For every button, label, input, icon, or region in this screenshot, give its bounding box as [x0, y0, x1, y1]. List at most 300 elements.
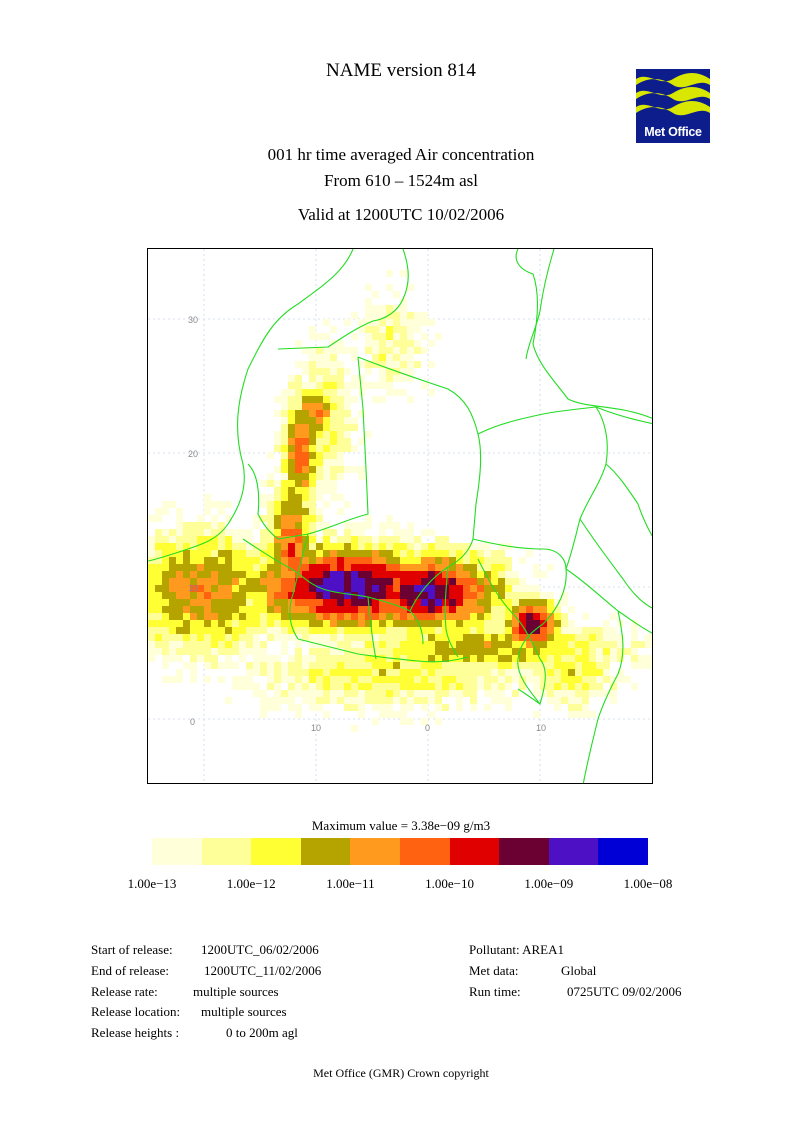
concentration-cell [211, 543, 218, 550]
concentration-cell [323, 655, 330, 662]
concentration-cell [197, 522, 204, 529]
concentration-cell [253, 683, 260, 690]
concentration-cell [246, 669, 253, 676]
concentration-cell [204, 676, 211, 683]
concentration-cell [225, 648, 232, 655]
concentration-cell [337, 536, 344, 543]
concentration-cell [302, 564, 309, 571]
concentration-cell [309, 564, 316, 571]
concentration-cell [484, 564, 491, 571]
concentration-cell [400, 620, 407, 627]
concentration-cell [582, 613, 589, 620]
concentration-cell [155, 606, 162, 613]
concentration-cell [484, 620, 491, 627]
concentration-cell [498, 676, 505, 683]
concentration-cell [470, 648, 477, 655]
concentration-cell [246, 634, 253, 641]
concentration-cell [176, 655, 183, 662]
concentration-cell [484, 606, 491, 613]
concentration-cell [491, 697, 498, 704]
concentration-cell [274, 606, 281, 613]
concentration-cell [267, 452, 274, 459]
concentration-cell [526, 599, 533, 606]
concentration-cell [148, 627, 155, 634]
concentration-cell [386, 634, 393, 641]
concentration-cell [533, 564, 540, 571]
concentration-cell [400, 641, 407, 648]
concentration-cell [407, 529, 414, 536]
concentration-cell [260, 599, 267, 606]
concentration-cell [498, 543, 505, 550]
concentration-cell [351, 347, 358, 354]
concentration-cell [246, 648, 253, 655]
concentration-cell [267, 634, 274, 641]
concentration-cell [288, 459, 295, 466]
concentration-cell [351, 725, 358, 732]
concentration-cell [554, 704, 561, 711]
concentration-cell [302, 676, 309, 683]
concentration-cell [337, 347, 344, 354]
concentration-cell [470, 571, 477, 578]
concentration-cell [274, 529, 281, 536]
concentration-cell [505, 585, 512, 592]
concentration-cell [204, 557, 211, 564]
concentration-cell [267, 536, 274, 543]
concentration-cell [323, 550, 330, 557]
concentration-cell [197, 627, 204, 634]
concentration-cell [169, 676, 176, 683]
colorbar-swatch [549, 838, 599, 865]
concentration-cell [428, 606, 435, 613]
colorbar-label: 1.00e−11 [326, 876, 375, 891]
concentration-cell [589, 627, 596, 634]
concentration-cell [316, 550, 323, 557]
concentration-cell [379, 340, 386, 347]
concentration-cell [540, 571, 547, 578]
concentration-cell [169, 599, 176, 606]
concentration-cell [561, 634, 568, 641]
concentration-cell [561, 662, 568, 669]
concentration-cell [561, 683, 568, 690]
concentration-cell [330, 543, 337, 550]
concentration-cell [582, 711, 589, 718]
concentration-cell [295, 424, 302, 431]
concentration-cell [547, 564, 554, 571]
concentration-cell [386, 319, 393, 326]
concentration-cell [281, 459, 288, 466]
concentration-cell [288, 403, 295, 410]
concentration-cell [407, 361, 414, 368]
concentration-cell [407, 522, 414, 529]
concentration-cell [561, 676, 568, 683]
concentration-cell [246, 620, 253, 627]
concentration-cell [414, 571, 421, 578]
concentration-cell [330, 599, 337, 606]
concentration-cell [379, 347, 386, 354]
concentration-cell [428, 627, 435, 634]
concentration-cell [309, 536, 316, 543]
concentration-cell [393, 662, 400, 669]
concentration-cell [456, 662, 463, 669]
concentration-cell [274, 683, 281, 690]
concentration-cell [197, 564, 204, 571]
concentration-cell [225, 613, 232, 620]
concentration-cell [288, 473, 295, 480]
concentration-cell [435, 718, 442, 725]
concentration-cell [302, 445, 309, 452]
concentration-cell [288, 683, 295, 690]
concentration-cell [218, 592, 225, 599]
concentration-cell [309, 592, 316, 599]
concentration-cell [463, 669, 470, 676]
concentration-cell [162, 529, 169, 536]
concentration-cell [554, 662, 561, 669]
concentration-cell [491, 655, 498, 662]
concentration-cell [323, 480, 330, 487]
concentration-cell [162, 508, 169, 515]
concentration-cell [407, 627, 414, 634]
concentration-cell [281, 389, 288, 396]
concentration-cell [253, 662, 260, 669]
concentration-cell [344, 501, 351, 508]
concentration-cell [295, 550, 302, 557]
concentration-cell [323, 669, 330, 676]
concentration-cell [309, 613, 316, 620]
concentration-cell [316, 697, 323, 704]
concentration-cell [379, 711, 386, 718]
concentration-cell [239, 578, 246, 585]
concentration-cell [260, 585, 267, 592]
concentration-cell [407, 697, 414, 704]
concentration-cell [519, 655, 526, 662]
concentration-cell [414, 627, 421, 634]
concentration-cell [309, 480, 316, 487]
concentration-cell [218, 578, 225, 585]
concentration-cell [323, 452, 330, 459]
concentration-cell [316, 676, 323, 683]
concentration-cell [218, 501, 225, 508]
concentration-cell [288, 480, 295, 487]
concentration-cell [498, 655, 505, 662]
concentration-cell [358, 669, 365, 676]
concentration-cell [190, 620, 197, 627]
concentration-cell [540, 641, 547, 648]
concentration-cell [407, 557, 414, 564]
concentration-cell [421, 571, 428, 578]
concentration-cell [596, 648, 603, 655]
concentration-cell [309, 571, 316, 578]
concentration-cell [316, 480, 323, 487]
concentration-cell [211, 627, 218, 634]
concentration-cell [169, 606, 176, 613]
concentration-cell [295, 620, 302, 627]
concentration-cell [533, 571, 540, 578]
concentration-cell [358, 410, 365, 417]
concentration-cell [281, 599, 288, 606]
concentration-cell [498, 683, 505, 690]
concentration-cell [323, 375, 330, 382]
concentration-cell [365, 613, 372, 620]
concentration-cell [239, 543, 246, 550]
concentration-cell [645, 655, 652, 662]
concentration-cell [176, 536, 183, 543]
concentration-cell [463, 641, 470, 648]
concentration-cell [456, 676, 463, 683]
concentration-cell [631, 641, 638, 648]
concentration-cell [365, 648, 372, 655]
concentration-cell [316, 473, 323, 480]
concentration-cell [302, 417, 309, 424]
concentration-cell [302, 613, 309, 620]
concentration-cell [393, 571, 400, 578]
concentration-cell [169, 613, 176, 620]
concentration-cell [274, 508, 281, 515]
concentration-cell [309, 557, 316, 564]
concentration-cell [449, 571, 456, 578]
concentration-cell [281, 515, 288, 522]
height-range: From 610 – 1524m asl [324, 171, 478, 190]
concentration-cell [155, 578, 162, 585]
map-panel[interactable] [147, 248, 653, 784]
concentration-cell [372, 312, 379, 319]
concentration-cell [372, 347, 379, 354]
concentration-cell [414, 641, 421, 648]
concentration-cell [337, 627, 344, 634]
concentration-cell [288, 697, 295, 704]
concentration-cell [351, 683, 358, 690]
concentration-cell [589, 669, 596, 676]
concentration-cell [148, 641, 155, 648]
concentration-cell [400, 375, 407, 382]
concentration-cell [323, 697, 330, 704]
concentration-cell [232, 550, 239, 557]
concentration-cell [610, 648, 617, 655]
concentration-cell [246, 550, 253, 557]
concentration-cell [568, 669, 575, 676]
concentration-cell [498, 641, 505, 648]
concentration-cell [190, 564, 197, 571]
concentration-cell [330, 529, 337, 536]
concentration-cell [477, 662, 484, 669]
concentration-cell [435, 620, 442, 627]
concentration-cell [330, 396, 337, 403]
concentration-cell [351, 564, 358, 571]
concentration-cell [204, 585, 211, 592]
concentration-cell [491, 648, 498, 655]
concentration-cell [183, 662, 190, 669]
concentration-cell [365, 312, 372, 319]
concentration-cell [316, 417, 323, 424]
concentration-cell [323, 648, 330, 655]
concentration-cell [344, 424, 351, 431]
end-of-release [91, 963, 321, 979]
concentration-cell [295, 438, 302, 445]
concentration-cell [631, 648, 638, 655]
concentration-cell [204, 494, 211, 501]
concentration-cell [512, 620, 519, 627]
concentration-cell [169, 578, 176, 585]
concentration-cell [218, 571, 225, 578]
concentration-cell [288, 438, 295, 445]
concentration-cell [246, 662, 253, 669]
concentration-cell [456, 585, 463, 592]
concentration-cell [393, 543, 400, 550]
concentration-cell [302, 410, 309, 417]
concentration-cell [365, 298, 372, 305]
concentration-cell [484, 704, 491, 711]
concentration-cell [400, 613, 407, 620]
concentration-cell [407, 396, 414, 403]
concentration-cell [330, 613, 337, 620]
concentration-cell [540, 648, 547, 655]
concentration-cell [400, 347, 407, 354]
concentration-cell [421, 599, 428, 606]
concentration-cell [449, 564, 456, 571]
concentration-cell [407, 340, 414, 347]
concentration-cell [316, 655, 323, 662]
concentration-cell [295, 641, 302, 648]
concentration-cell [393, 550, 400, 557]
concentration-cell [302, 424, 309, 431]
concentration-cell [505, 557, 512, 564]
concentration-cell [225, 564, 232, 571]
concentration-cell [323, 676, 330, 683]
concentration-cell [330, 669, 337, 676]
concentration-cell [582, 676, 589, 683]
concentration-cell [330, 557, 337, 564]
concentration-cell [491, 683, 498, 690]
concentration-cell [295, 655, 302, 662]
concentration-cell [379, 382, 386, 389]
concentration-cell [148, 543, 155, 550]
concentration-cell [421, 620, 428, 627]
concentration-cell [309, 445, 316, 452]
concentration-cell [197, 592, 204, 599]
concentration-cell [253, 634, 260, 641]
concentration-cell [547, 662, 554, 669]
concentration-cell [484, 627, 491, 634]
concentration-cell [309, 676, 316, 683]
concentration-cell [295, 515, 302, 522]
concentration-cell [610, 655, 617, 662]
concentration-cell [309, 466, 316, 473]
concentration-cell [239, 592, 246, 599]
concentration-cell [281, 501, 288, 508]
concentration-cell [470, 704, 477, 711]
concentration-cell [498, 669, 505, 676]
met-label: Met data: [469, 963, 519, 978]
concentration-cell [218, 627, 225, 634]
concentration-cell [288, 487, 295, 494]
concentration-cell [358, 578, 365, 585]
concentration-cell [463, 662, 470, 669]
concentration-cell [386, 375, 393, 382]
concentration-cell [281, 508, 288, 515]
concentration-cell [155, 613, 162, 620]
concentration-cell [197, 634, 204, 641]
concentration-cell [638, 655, 645, 662]
concentration-cell [554, 669, 561, 676]
met-office-logo [636, 69, 710, 143]
concentration-cell [267, 571, 274, 578]
concentration-cell [379, 557, 386, 564]
concentration-cell [351, 641, 358, 648]
concentration-cell [260, 648, 267, 655]
concentration-cell [407, 683, 414, 690]
concentration-cell [498, 648, 505, 655]
concentration-cell [379, 690, 386, 697]
concentration-cell [218, 676, 225, 683]
concentration-cell [386, 536, 393, 543]
concentration-cell [309, 704, 316, 711]
concentration-cell [386, 347, 393, 354]
concentration-cell [267, 543, 274, 550]
concentration-cell [337, 564, 344, 571]
concentration-cell [575, 676, 582, 683]
concentration-cell [309, 326, 316, 333]
concentration-cell [351, 669, 358, 676]
concentration-cell [183, 613, 190, 620]
concentration-cell [218, 585, 225, 592]
met-data [469, 963, 596, 979]
concentration-cell [204, 641, 211, 648]
concentration-cell [463, 606, 470, 613]
concentration-cell [225, 620, 232, 627]
concentration-cell [218, 613, 225, 620]
concentration-cell [246, 606, 253, 613]
concentration-cell [386, 627, 393, 634]
concentration-cell [351, 396, 358, 403]
concentration-cell [491, 557, 498, 564]
concentration-cell [547, 655, 554, 662]
concentration-cell [358, 676, 365, 683]
concentration-cell [148, 634, 155, 641]
concentration-cell [281, 634, 288, 641]
concentration-cell [379, 676, 386, 683]
concentration-cell [323, 578, 330, 585]
concentration-cell [309, 487, 316, 494]
concentration-cell [400, 305, 407, 312]
concentration-cell [232, 571, 239, 578]
concentration-cell [393, 634, 400, 641]
concentration-cell [449, 620, 456, 627]
concentration-cell [316, 515, 323, 522]
concentration-cell [316, 389, 323, 396]
concentration-cell [519, 592, 526, 599]
concentration-cell [337, 571, 344, 578]
concentration-cell [421, 333, 428, 340]
concentration-cell [477, 655, 484, 662]
concentration-cell [232, 557, 239, 564]
concentration-cell [393, 375, 400, 382]
concentration-cell [435, 550, 442, 557]
concentration-cell [281, 431, 288, 438]
concentration-cell [281, 648, 288, 655]
concentration-cell [449, 578, 456, 585]
concentration-cell [547, 634, 554, 641]
concentration-cell [316, 410, 323, 417]
concentration-cell [323, 473, 330, 480]
concentration-cell [372, 585, 379, 592]
concentration-cell [568, 620, 575, 627]
concentration-cell [183, 620, 190, 627]
concentration-cell [316, 354, 323, 361]
concentration-cell [407, 347, 414, 354]
concentration-cell [386, 648, 393, 655]
concentration-cell [316, 438, 323, 445]
concentration-cell [393, 613, 400, 620]
concentration-cell [421, 543, 428, 550]
